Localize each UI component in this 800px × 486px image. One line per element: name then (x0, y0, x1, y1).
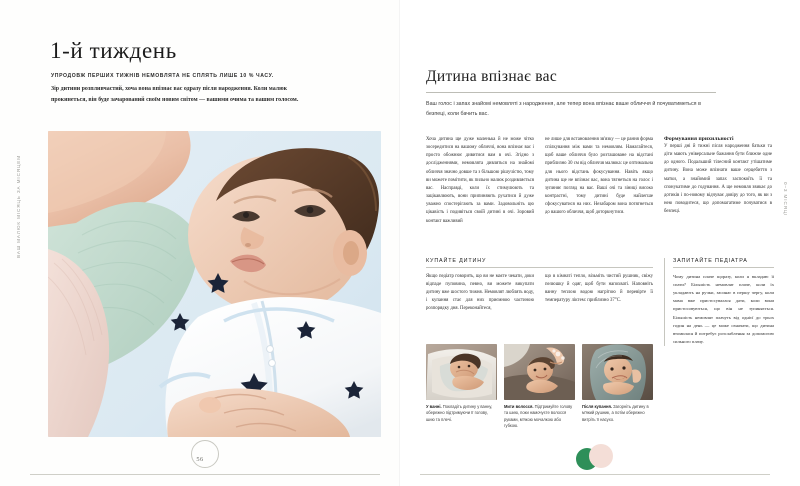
pediatrician-section (664, 258, 774, 346)
caption-lead: Після купання. (582, 403, 613, 409)
pediatrician-body: Чому дитина плаче щоразу, коли я вкладаю її спати? Більшість немовлят плаче, коли їх укладають на ручки, засинає в першу чергу, коли мама вже пристосувалася дати, коли вони пристосовуються, що він не зупиняється. Більшість немовлят плачуть від однієї до трьох годин на день — це може означати, що дитина втомилася й потребує розслаблення за допомогою сильного плачу. (673, 273, 774, 345)
decorative-circle-pink (589, 444, 613, 468)
photo-caption (426, 404, 497, 424)
body-paragraph: Хоча дитина ще дуже маленька й не може чітко зосередитися на вашому обличчі, вона впізнає вас і просто обожнює дивитися вам в очі. Згідно з дослідженнями, немовлята дивляться на знайомі обличчя значно довше та з більшою рішучістю, тому ви можете помітити, як пильно малюк роздивляється вас. Насправді, коли їх стимулюють та зацікавлюють, вони припиняють рухатися й дуже уважно спостерігають за вами. Задовольніть цю цікавість і подивіться своїй дитині в очі. Зоровий контакт важливий (426, 137, 534, 224)
caption-text: Покладіть дитину у ванну, обережно підтримуючи її голову, шию та плечі. (426, 403, 493, 422)
attachment-body: У перші дні й тижні після народження батьки та діти мають універсальне бажання бути ближче одне до одного. Подальший тілесний контакт утішатиме дитину. Вона може впізнати ваше серцебиття з матки, а знайомий запах заспокоїть її та спонукатиме до годування. А ще немовля звикає до дотиків і по-новому відчуває довіру до того, як ви з нею поводитеся, що допомагатиме почуватися в безпеці. (664, 144, 772, 215)
right-page (400, 0, 800, 486)
photo-cell-hairwash (504, 344, 575, 430)
decorative-circle-outline (191, 440, 219, 468)
photo-cell-towel (582, 344, 653, 430)
page-title-week: 1-й тиждень (50, 38, 177, 63)
bath-column-2 (545, 273, 653, 314)
body-column-3-attachment (664, 136, 772, 226)
left-standfirst-block (51, 72, 323, 107)
article-title-rule (426, 92, 716, 93)
caption-lead: Мити волосся. (504, 403, 534, 409)
photo-caption (582, 404, 653, 424)
photo-washing-baby-hair (504, 344, 575, 400)
hero-photo-illustration (48, 131, 381, 437)
photo-baby-in-bathtub (426, 344, 497, 400)
towel-illustration (582, 344, 653, 400)
lower-sections (426, 258, 774, 346)
body-column-1 (426, 136, 534, 226)
bath-column-1 (426, 273, 534, 314)
caption-text: Загорніть дитину в м'який рушник, а потім обережно витріть її насухо. (582, 403, 649, 422)
pediatrician-section-rule (673, 267, 774, 268)
article-body-columns (426, 136, 774, 226)
left-lede: Зір дитини розпливчастий, хоча вона впізнає вас одразу після народження. Коли малюк прокинеться, він буде зачарований своїм новим світом — вашими очима та вашим голосом. (51, 85, 299, 104)
folio-right (400, 448, 800, 466)
bath-section (426, 258, 653, 346)
left-footer-rule (30, 474, 380, 475)
caption-lead: У ванні. (426, 403, 442, 409)
pediatrician-section-heading: ЗАПИТАЙТЕ ПЕДІАТРА (673, 258, 748, 264)
body-column-2 (545, 136, 653, 226)
photo-caption (504, 404, 575, 431)
running-head-right: 0–3 МІСЯЦІ (783, 182, 788, 217)
right-footer-rule (420, 474, 770, 475)
bath-paragraph: Якщо педіатр говорить, що ви не маєте чекати, доки відпаде пуповина, певно, ви можете викупати дитину вже шостого тижня. Немовлят люблять воду, і купання стає для них приємною частиною розпорядку дня. Переконайтеся, (426, 273, 534, 312)
bathtub-illustration (426, 344, 497, 400)
caption-text: Підтримуйте голову та шию, поки намочуєте волосся руками, м'якою мочалкою або губкою. (504, 403, 573, 429)
photo-baby-in-towel (582, 344, 653, 400)
bath-section-heading: КУПАЙТЕ ДИТИНУ (426, 258, 487, 264)
bath-section-rule (426, 267, 653, 268)
photo-cell-bath (426, 344, 497, 430)
article-title: Дитина впізнає вас (426, 68, 558, 85)
attachment-heading: Формування прихильності (664, 136, 734, 142)
hairwash-illustration (504, 344, 575, 400)
bath-paragraph: що в кімнаті тепло, візьміть чистий рушник, свіжу пелюшку й одяг, щоб бути напохваті. Наповніть ванну теплою водою нагрітою й перевірте її температуру ліктем: приблизно 37°C. (545, 273, 653, 304)
article-standfirst: Ваш голос і запах знайомі немовляті з народження, але тепер вона впізнає ваше обличчя й почуватиметься в безпеці, коли бачить вас. (426, 101, 701, 118)
body-paragraph: не лише для встановлення зв'язку — це рання форма спілкування між вами та немовлям. Намагайтеся, щоб ваше обличчя було розташоване на відстані приблизно 30 см від обличчя малюка: це оптимальна для нього відстань фокусування. Навіть якщо дитина ще не впізнає вас, вона тягнеться на голос і зупиняє погляд на вас. Ваші очі та зіниці високо контрастні, тому дитині буде найлегше сфокусуватися на них. Незабаром вона потягнеться до вашого обличчя, щоб доторкнутися. (545, 137, 653, 216)
page-number-left: 56 (196, 456, 204, 463)
bath-section-columns (426, 273, 653, 314)
folio-left (0, 448, 400, 466)
left-kicker: УПРОДОВЖ ПЕРШИХ ТИЖНІВ НЕМОВЛЯТА НЕ СПЛЯТЬ ЛИШЕ 10 % ЧАСУ. (51, 73, 274, 79)
running-head-left: ВАШ МАЛЮК МІСЯЦЬ ЗА МІСЯЦЕМ (16, 155, 21, 258)
hero-photo-baby-with-mother (48, 131, 381, 437)
bath-photo-strip (426, 344, 653, 430)
